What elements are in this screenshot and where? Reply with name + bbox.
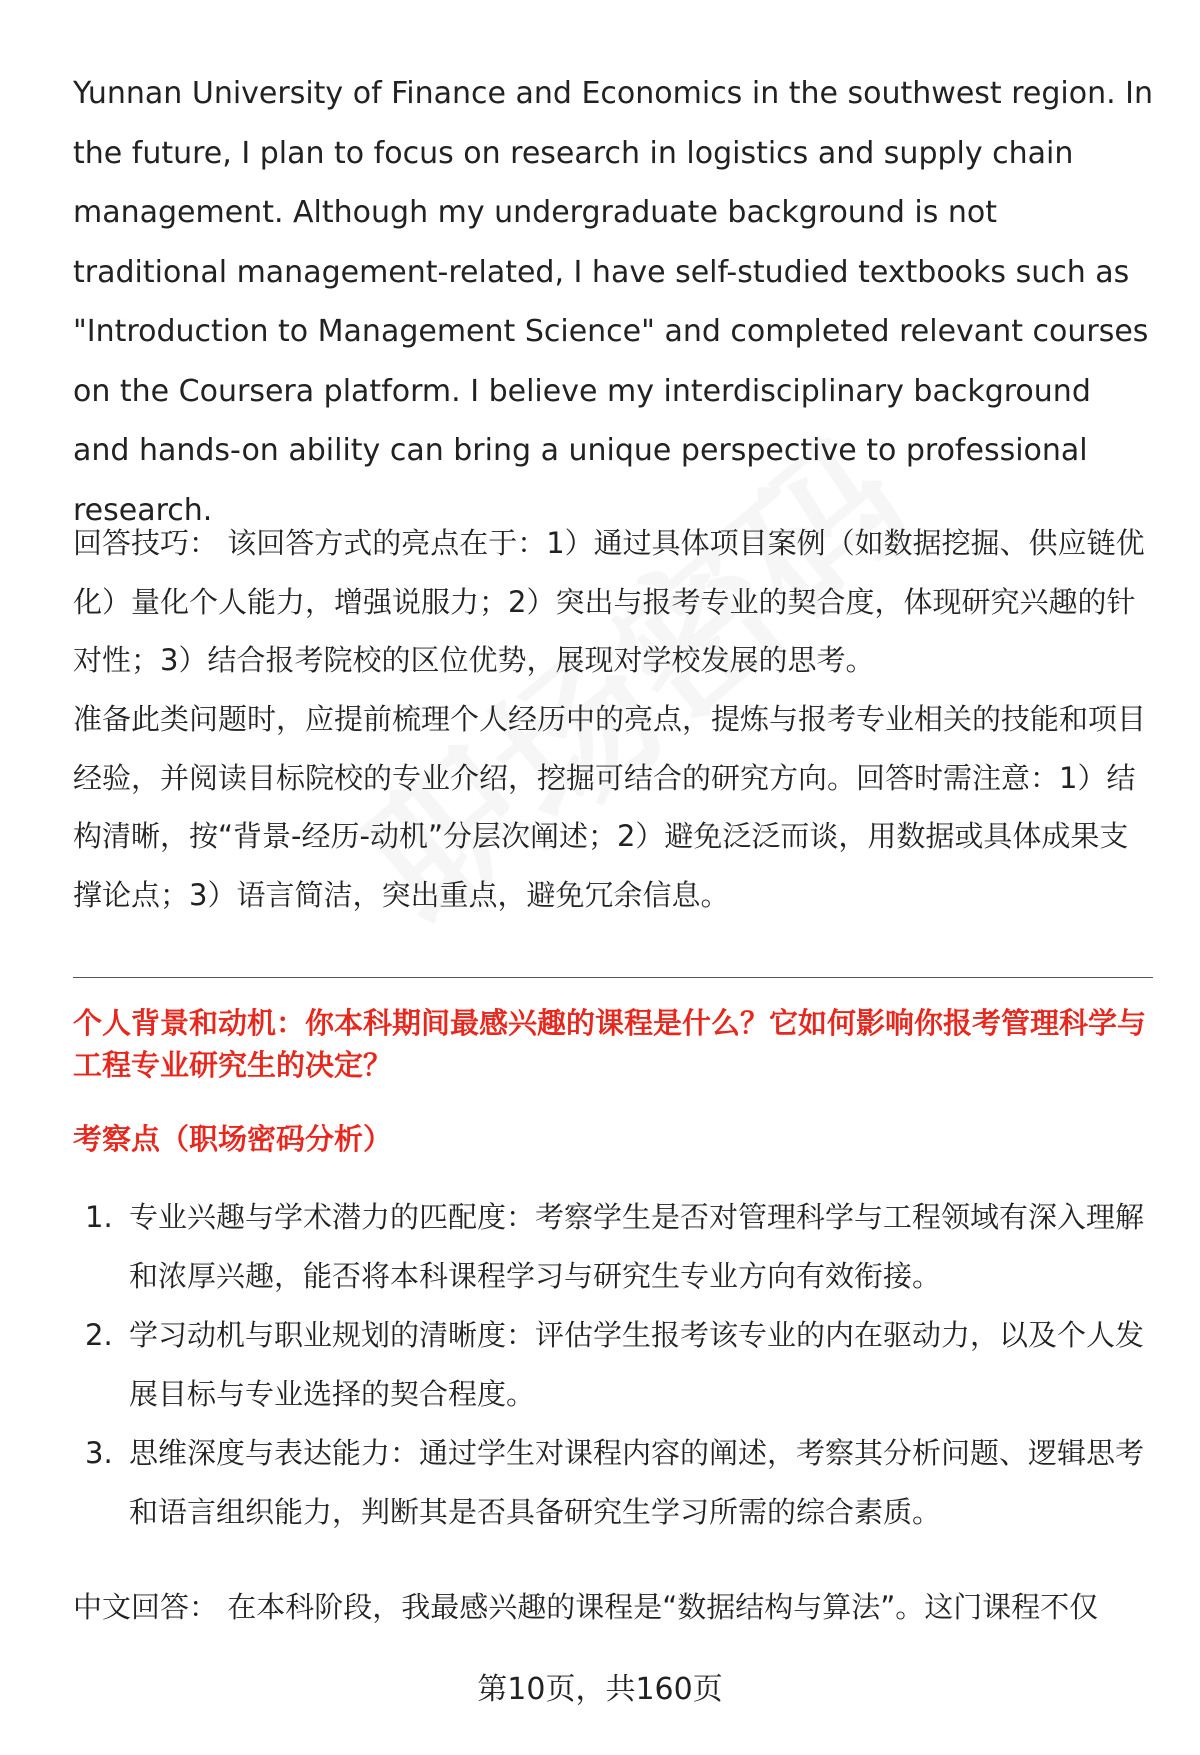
list-number: 3. bbox=[85, 1436, 113, 1470]
page-footer: 第10页，共160页 bbox=[477, 1672, 723, 1707]
list-item-text: 专业兴趣与学术潜力的匹配度：考察学生是否对管理科学与工程领域有深入理解和浓厚兴趣，能否将本科课程学习与研究生专业方向有效衔接。 bbox=[129, 1200, 1145, 1293]
assessment-point-1 bbox=[73, 1188, 1153, 1306]
list-number: 1. bbox=[85, 1200, 113, 1234]
assessment-point-3 bbox=[73, 1424, 1153, 1542]
english-answer-paragraph: Yunnan University of Finance and Economics in the southwest region. In the future, I plan to focus on research in logistics and supply chain management. Although my undergraduate background is not traditional management-related, I have self-studied textbooks such as "Introduction to Management Science" and completed relevant courses on the Coursera platform. I believe my interdisciplinary background and hands-on ability can bring a unique perspective to professional research. bbox=[73, 76, 1154, 528]
chinese-answer-start: 中文回答： 在本科阶段，我最感兴趣的课程是“数据结构与算法”。这门课程不仅 bbox=[73, 1590, 1099, 1624]
preparation-advice-paragraph: 准备此类问题时，应提前梳理个人经历中的亮点，提炼与报考专业相关的技能和项目经验，并阅读目标院校的专业介绍，挖掘可结合的研究方向。回答时需注意：1）结构清晰，按“背景-经历-动机”分层次阐述；2）避免泛泛而谈，用数据或具体成果支撑论点；3）语言简洁，突出重点，避免冗余信息。 bbox=[73, 702, 1147, 912]
section-divider bbox=[73, 977, 1153, 978]
list-number: 2. bbox=[85, 1318, 113, 1352]
list-item-text: 学习动机与职业规划的清晰度：评估学生报考该专业的内在驱动力，以及个人发展目标与专业选择的契合程度。 bbox=[129, 1318, 1145, 1411]
assessment-point-2 bbox=[73, 1306, 1153, 1424]
question-heading: 个人背景和动机：你本科期间最感兴趣的课程是什么？它如何影响你报考管理科学与工程专业研究生的决定？ bbox=[73, 1006, 1147, 1082]
assessment-points-list bbox=[73, 1188, 1153, 1542]
answer-tips-paragraph: 回答技巧： 该回答方式的亮点在于：1）通过具体项目案例（如数据挖掘、供应链优化）量化个人能力，增强说服力；2）突出与报考专业的契合度，体现研究兴趣的针对性；3）结合报考院校的区位优势，展现对学校发展的思考。 bbox=[73, 526, 1145, 677]
list-item-text: 思维深度与表达能力：通过学生对课程内容的阐述，考察其分析问题、逻辑思考和语言组织能力，判断其是否具备研究生学习所需的综合素质。 bbox=[129, 1436, 1145, 1529]
assessment-title: 考察点（职场密码分析） bbox=[73, 1122, 393, 1156]
